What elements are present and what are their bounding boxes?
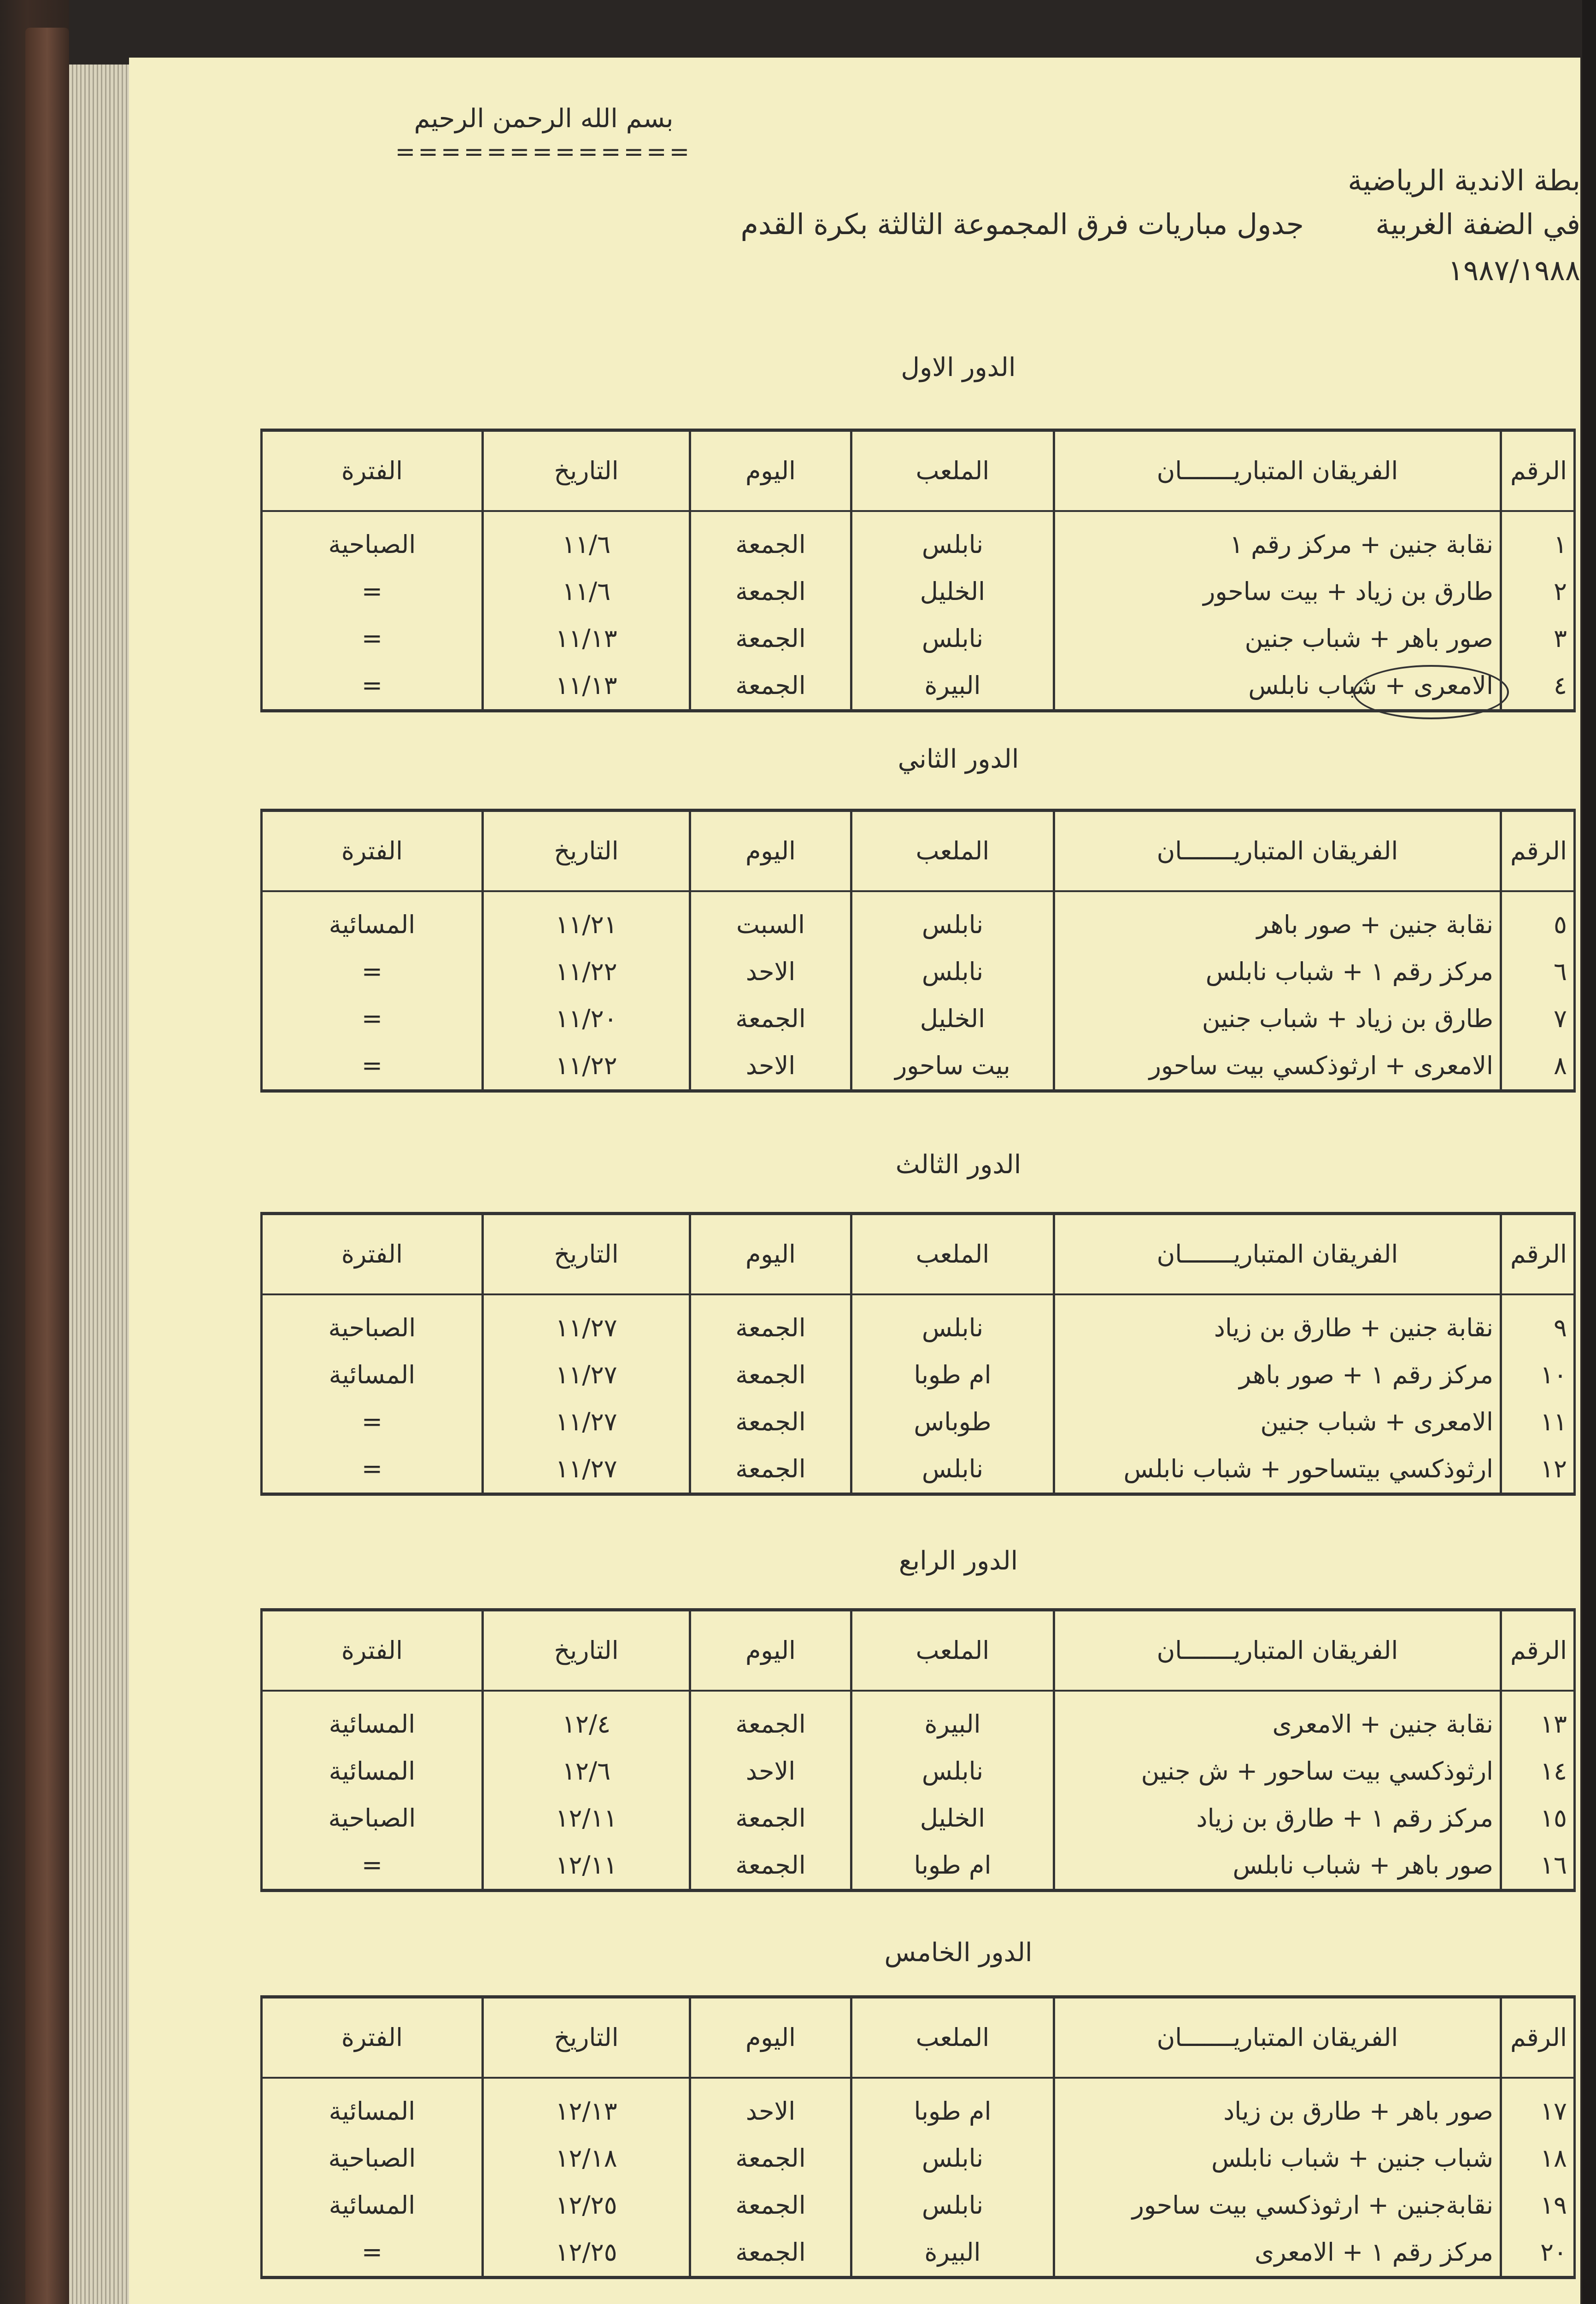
column-header-date: التاريخ — [483, 1610, 690, 1691]
match-stadium: نابلس — [851, 511, 1054, 568]
book-spine — [25, 28, 69, 2304]
handwritten-circle-mark — [1353, 665, 1509, 719]
match-stadium: الخليل — [851, 568, 1054, 615]
column-header-day: اليوم — [690, 1610, 851, 1691]
match-row — [262, 2135, 1575, 2182]
match-teams: ارثوذكسي بيت ساحور + ش جنين — [1054, 1748, 1501, 1795]
match-day: الجمعة — [690, 2135, 851, 2182]
column-header-stadium: الملعب — [851, 430, 1054, 511]
match-num: ١٧ — [1501, 2078, 1575, 2135]
match-teams: نقابةجنين + ارثوذكسي بيت ساحور — [1054, 2182, 1501, 2229]
match-day: الجمعة — [690, 1842, 851, 1891]
match-stadium: نابلس — [851, 615, 1054, 662]
column-header-date: التاريخ — [483, 811, 690, 891]
match-num: ٢ — [1501, 568, 1575, 615]
match-num: ١٨ — [1501, 2135, 1575, 2182]
match-teams: طارق بن زياد + بيت ساحور — [1054, 568, 1501, 615]
round-title: الدور الثاني — [898, 744, 1019, 774]
column-header-period: الفترة — [262, 811, 483, 891]
match-day: الجمعة — [690, 1294, 851, 1352]
match-num: ٦ — [1501, 948, 1575, 995]
match-stadium: البيرة — [851, 2229, 1054, 2278]
match-date: ١٢/٦ — [483, 1748, 690, 1795]
match-day: الجمعة — [690, 1795, 851, 1842]
match-day: الجمعة — [690, 615, 851, 662]
match-day: الجمعة — [690, 662, 851, 711]
match-period: المسائية — [262, 1748, 483, 1795]
match-teams: نقابة جنين + صور باهر — [1054, 891, 1501, 948]
match-date: ١٢/١١ — [483, 1842, 690, 1891]
match-row — [262, 891, 1575, 948]
scan-border — [1582, 0, 1596, 2304]
match-row — [262, 2182, 1575, 2229]
match-row — [262, 1842, 1575, 1891]
match-stadium: نابلس — [851, 1748, 1054, 1795]
match-row — [262, 995, 1575, 1042]
match-row — [262, 1042, 1575, 1091]
match-teams: الامعرى + ارثوذكسي بيت ساحور — [1054, 1042, 1501, 1091]
match-num: ١٣ — [1501, 1691, 1575, 1748]
match-num: ١٦ — [1501, 1842, 1575, 1891]
column-header-date: التاريخ — [483, 1997, 690, 2078]
match-num: ٨ — [1501, 1042, 1575, 1091]
match-stadium: الخليل — [851, 1795, 1054, 1842]
match-num: ١٤ — [1501, 1748, 1575, 1795]
schedule-document — [129, 58, 1580, 2304]
column-header-stadium: الملعب — [851, 1214, 1054, 1294]
match-period: = — [262, 1399, 483, 1446]
match-row — [262, 1691, 1575, 1748]
column-header-stadium: الملعب — [851, 1997, 1054, 2078]
match-date: ١٢/٢٥ — [483, 2229, 690, 2278]
match-teams: مركز رقم ١ + شباب نابلس — [1054, 948, 1501, 995]
match-stadium: ام طوبا — [851, 1352, 1054, 1399]
column-header-period: الفترة — [262, 430, 483, 511]
match-day: الجمعة — [690, 511, 851, 568]
match-row — [262, 1446, 1575, 1494]
document-page — [129, 58, 1580, 2304]
match-stadium: نابلس — [851, 1294, 1054, 1352]
match-stadium: بيت ساحور — [851, 1042, 1054, 1091]
column-header-num: الرقم — [1501, 1610, 1575, 1691]
column-header-day: اليوم — [690, 430, 851, 511]
match-day: الاحد — [690, 1748, 851, 1795]
column-header-period: الفترة — [262, 1610, 483, 1691]
match-date: ١٢/١٣ — [483, 2078, 690, 2135]
match-stadium: البيرة — [851, 1691, 1054, 1748]
column-header-day: اليوم — [690, 1214, 851, 1294]
column-header-stadium: الملعب — [851, 811, 1054, 891]
match-row — [262, 1795, 1575, 1842]
match-teams: صور باهر + طارق بن زياد — [1054, 2078, 1501, 2135]
column-header-date: التاريخ — [483, 1214, 690, 1294]
match-date: ١١/٦ — [483, 511, 690, 568]
match-date: ١١/٢٧ — [483, 1399, 690, 1446]
match-stadium: نابلس — [851, 2135, 1054, 2182]
match-stadium: الخليل — [851, 995, 1054, 1042]
match-row — [262, 511, 1575, 568]
match-day: الاحد — [690, 2078, 851, 2135]
match-num: ١١ — [1501, 1399, 1575, 1446]
match-period: المسائية — [262, 2182, 483, 2229]
match-row — [262, 2078, 1575, 2135]
separator-line: ============= — [395, 138, 692, 166]
match-stadium: طوباس — [851, 1399, 1054, 1446]
column-header-teams: الفريقان المتباريـــــــان — [1054, 430, 1501, 511]
match-period: الصباحية — [262, 1294, 483, 1352]
match-day: الاحد — [690, 948, 851, 995]
match-num: ٩ — [1501, 1294, 1575, 1352]
match-row — [262, 948, 1575, 995]
column-header-teams: الفريقان المتباريـــــــان — [1054, 1214, 1501, 1294]
match-date: ١١/٦ — [483, 568, 690, 615]
match-stadium: البيرة — [851, 662, 1054, 711]
basmala: بسم الله الرحمن الرحيم — [414, 104, 674, 134]
match-date: ١١/٢١ — [483, 891, 690, 948]
column-header-teams: الفريقان المتباريـــــــان — [1054, 1997, 1501, 2078]
match-stadium: ام طوبا — [851, 2078, 1054, 2135]
match-teams: نقابة جنين + الامعرى — [1054, 1691, 1501, 1748]
column-header-day: اليوم — [690, 1997, 851, 2078]
column-header-date: التاريخ — [483, 430, 690, 511]
match-row — [262, 2229, 1575, 2278]
document-title: جدول مباريات فرق المجموعة الثالثة بكرة القدم — [740, 207, 1304, 241]
round-title: الدور الاول — [901, 353, 1016, 382]
match-num: ٧ — [1501, 995, 1575, 1042]
match-day: الجمعة — [690, 568, 851, 615]
match-row — [262, 568, 1575, 615]
match-date: ١١/٢٢ — [483, 1042, 690, 1091]
match-stadium: نابلس — [851, 2182, 1054, 2229]
match-stadium: نابلس — [851, 948, 1054, 995]
match-period: الصباحية — [262, 1795, 483, 1842]
round-schedule-table — [260, 809, 1576, 1093]
match-date: ١١/٢٧ — [483, 1446, 690, 1494]
match-stadium: نابلس — [851, 891, 1054, 948]
match-date: ١٢/٤ — [483, 1691, 690, 1748]
column-header-num: الرقم — [1501, 430, 1575, 511]
match-row — [262, 1748, 1575, 1795]
match-num: ٥ — [1501, 891, 1575, 948]
match-teams: نقابة جنين + طارق بن زياد — [1054, 1294, 1501, 1352]
match-day: الجمعة — [690, 1399, 851, 1446]
match-num: ١ — [1501, 511, 1575, 568]
match-num: ١٠ — [1501, 1352, 1575, 1399]
match-day: الجمعة — [690, 1352, 851, 1399]
match-period: المسائية — [262, 1691, 483, 1748]
org-name-line1: بطة الاندية الرياضية — [1348, 164, 1580, 197]
match-stadium: ام طوبا — [851, 1842, 1054, 1891]
match-period: = — [262, 1842, 483, 1891]
match-day: الجمعة — [690, 1691, 851, 1748]
match-date: ١١/٢٢ — [483, 948, 690, 995]
column-header-day: اليوم — [690, 811, 851, 891]
match-teams: مركز رقم ١ + صور باهر — [1054, 1352, 1501, 1399]
match-day: الاحد — [690, 1042, 851, 1091]
match-date: ١١/٢٧ — [483, 1352, 690, 1399]
match-date: ١١/١٣ — [483, 662, 690, 711]
match-teams: الامعرى + شباب جنين — [1054, 1399, 1501, 1446]
match-date: ١١/٢٧ — [483, 1294, 690, 1352]
column-header-teams: الفريقان المتباريـــــــان — [1054, 811, 1501, 891]
match-teams: صور باهر + شباب جنين — [1054, 615, 1501, 662]
match-teams: صور باهر + شباب نابلس — [1054, 1842, 1501, 1891]
match-row — [262, 615, 1575, 662]
round-schedule-table — [260, 1608, 1576, 1892]
match-row — [262, 1294, 1575, 1352]
match-date: ١١/٢٠ — [483, 995, 690, 1042]
column-header-num: الرقم — [1501, 1997, 1575, 2078]
match-teams: الامعرى + شباب نابلس — [1054, 662, 1501, 711]
match-teams: ارثوذكسي بيتساحور + شباب نابلس — [1054, 1446, 1501, 1494]
match-period: المسائية — [262, 1352, 483, 1399]
match-day: الجمعة — [690, 2182, 851, 2229]
match-period: = — [262, 1042, 483, 1091]
match-period: = — [262, 2229, 483, 2278]
match-day: الجمعة — [690, 1446, 851, 1494]
column-header-num: الرقم — [1501, 1214, 1575, 1294]
match-teams: شباب جنين + شباب نابلس — [1054, 2135, 1501, 2182]
round-schedule-table — [260, 1995, 1576, 2279]
match-num: ٢٠ — [1501, 2229, 1575, 2278]
match-num: ٤ — [1501, 662, 1575, 711]
column-header-teams: الفريقان المتباريـــــــان — [1054, 1610, 1501, 1691]
match-teams: نقابة جنين + مركز رقم ١ — [1054, 511, 1501, 568]
match-date: ١١/١٣ — [483, 615, 690, 662]
round-title: الدور الرابع — [898, 1546, 1018, 1576]
column-header-stadium: الملعب — [851, 1610, 1054, 1691]
match-num: ١٥ — [1501, 1795, 1575, 1842]
match-date: ١٢/٢٥ — [483, 2182, 690, 2229]
round-title: الدور الثالث — [895, 1150, 1021, 1180]
match-num: ١٩ — [1501, 2182, 1575, 2229]
round-schedule-table — [260, 429, 1576, 712]
round-title: الدور الخامس — [884, 1938, 1033, 1968]
match-num: ١٢ — [1501, 1446, 1575, 1494]
page-edges — [69, 65, 129, 2304]
org-name-line2: في الضفة الغربية — [1375, 207, 1580, 241]
match-date: ١٢/١١ — [483, 1795, 690, 1842]
season-years: ١٩٨٧/١٩٨٨ — [1448, 253, 1580, 287]
column-header-num: الرقم — [1501, 811, 1575, 891]
match-day: الجمعة — [690, 2229, 851, 2278]
match-stadium: نابلس — [851, 1446, 1054, 1494]
match-num: ٣ — [1501, 615, 1575, 662]
match-period: الصباحية — [262, 511, 483, 568]
match-day: السبت — [690, 891, 851, 948]
match-period: = — [262, 995, 483, 1042]
match-period: = — [262, 615, 483, 662]
match-row — [262, 1352, 1575, 1399]
match-row — [262, 1399, 1575, 1446]
match-period: الصباحية — [262, 2135, 483, 2182]
match-period: = — [262, 1446, 483, 1494]
column-header-period: الفترة — [262, 1997, 483, 2078]
match-date: ١٢/١٨ — [483, 2135, 690, 2182]
match-period: المسائية — [262, 2078, 483, 2135]
match-teams: مركز رقم ١ + الامعرى — [1054, 2229, 1501, 2278]
match-period: = — [262, 948, 483, 995]
column-header-period: الفترة — [262, 1214, 483, 1294]
match-period: = — [262, 662, 483, 711]
match-teams: مركز رقم ١ + طارق بن زياد — [1054, 1795, 1501, 1842]
match-day: الجمعة — [690, 995, 851, 1042]
round-schedule-table — [260, 1212, 1576, 1496]
match-period: = — [262, 568, 483, 615]
match-period: المسائية — [262, 891, 483, 948]
match-teams: طارق بن زياد + شباب جنين — [1054, 995, 1501, 1042]
